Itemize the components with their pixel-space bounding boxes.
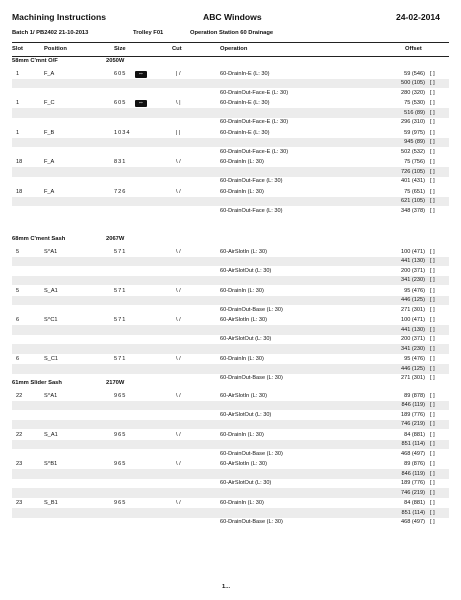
- done-checkbox[interactable]: [ ]: [430, 450, 435, 457]
- done-checkbox[interactable]: [ ]: [430, 297, 435, 304]
- offset-value: 621 (105): [401, 198, 425, 205]
- profile-size: 965: [114, 500, 127, 507]
- offset-value: 846 (119): [401, 470, 425, 477]
- operation-name: 60-DrainIn (L: 30): [220, 159, 264, 166]
- offset-value: 441 (130): [401, 326, 425, 333]
- operation-name: 60-DrainIn-E (L: 30): [220, 100, 270, 107]
- operation-name: 60-DrainOut-Base (L: 30): [220, 519, 283, 526]
- done-checkbox[interactable]: [ ]: [430, 267, 435, 274]
- offset-value: 726 (105): [401, 168, 425, 175]
- done-checkbox[interactable]: [ ]: [430, 421, 435, 428]
- slot-number: 18: [16, 188, 23, 195]
- cut-angle: | /: [176, 71, 181, 77]
- operation-name: 60-AirSlotIn (L: 30): [220, 249, 267, 255]
- done-checkbox[interactable]: [ ]: [430, 500, 435, 507]
- slot-number: 18: [16, 159, 23, 166]
- offset-value: 84 (881): [404, 431, 425, 438]
- done-checkbox[interactable]: [ ]: [430, 89, 435, 96]
- profile-size: 571: [114, 317, 127, 324]
- position-code: S^C1: [44, 317, 58, 324]
- position-code: F_A: [44, 71, 55, 77]
- column-header-slot: Slot: [12, 46, 23, 52]
- offset-value: 189 (776): [401, 411, 425, 418]
- offset-value: 280 (320): [401, 89, 425, 96]
- done-checkbox[interactable]: [ ]: [430, 306, 435, 313]
- offset-value: 100 (471): [401, 317, 425, 324]
- operation-name: 60-DrainOut-Base (L: 30): [220, 306, 283, 313]
- offset-value: 75 (530): [404, 100, 425, 107]
- offset-value: 200 (371): [401, 336, 425, 343]
- profile-size: 571: [114, 356, 127, 363]
- document-date: 24-02-2014: [396, 12, 440, 22]
- cut-angle: \ /: [176, 461, 181, 468]
- done-checkbox[interactable]: [ ]: [430, 326, 435, 333]
- column-header-position: Position: [44, 46, 67, 52]
- section-code: 2067W: [106, 236, 125, 242]
- offset-value: 746 (219): [401, 421, 425, 428]
- section-title: 68mm C'ment Sash: [12, 236, 66, 242]
- done-checkbox[interactable]: [ ]: [430, 365, 435, 372]
- header-divider-top: [12, 42, 449, 43]
- profile-size: 831: [114, 159, 127, 166]
- done-checkbox[interactable]: [ ]: [430, 178, 435, 185]
- profile-size: 571: [114, 249, 127, 255]
- done-checkbox[interactable]: [ ]: [430, 402, 435, 409]
- done-checkbox[interactable]: [ ]: [430, 109, 435, 116]
- done-checkbox[interactable]: [ ]: [430, 431, 435, 438]
- offset-value: 945 (89): [404, 139, 425, 146]
- row-shading: [12, 167, 449, 177]
- offset-value: 341 (230): [401, 345, 425, 352]
- offset-value: 189 (776): [401, 480, 425, 487]
- cut-angle: \ /: [176, 188, 181, 195]
- operation-name: 60-AirSlotOut (L: 30): [220, 411, 272, 418]
- done-checkbox[interactable]: [ ]: [430, 148, 435, 155]
- double-arrow-icon: ⇔: [135, 100, 147, 107]
- operation-name: 60-AirSlotIn (L: 30): [220, 317, 267, 324]
- done-checkbox[interactable]: [ ]: [430, 100, 435, 107]
- row-shading: [12, 420, 449, 430]
- operation-name: 60-DrainIn (L: 30): [220, 287, 264, 294]
- operation-name: 60-AirSlotOut (L: 30): [220, 336, 272, 343]
- offset-value: 516 (89): [404, 109, 425, 116]
- cut-angle: \ /: [176, 287, 181, 294]
- done-checkbox[interactable]: [ ]: [430, 393, 435, 399]
- operation-name: 60-DrainIn (L: 30): [220, 431, 264, 438]
- cut-angle: \ |: [176, 100, 181, 107]
- offset-value: 446 (125): [401, 297, 425, 304]
- batch-info: Batch 1/ PB2402 21-10-2013: [12, 30, 89, 36]
- operation-name: 60-AirSlotOut (L: 30): [220, 267, 272, 274]
- offset-value: 95 (476): [404, 356, 425, 363]
- done-checkbox[interactable]: [ ]: [430, 489, 435, 496]
- cut-angle: \ /: [176, 393, 181, 399]
- row-shading: [12, 296, 449, 306]
- offset-value: 75 (651): [404, 188, 425, 195]
- slot-number: 1: [16, 129, 20, 136]
- cut-angle: \ /: [176, 356, 181, 363]
- row-shading: [12, 440, 449, 450]
- offset-value: 341 (230): [401, 277, 425, 284]
- offset-value: 446 (125): [401, 365, 425, 372]
- row-shading: [12, 488, 449, 498]
- cut-angle: \ /: [176, 431, 181, 438]
- page-footer: 1...: [222, 584, 231, 590]
- offset-value: 271 (301): [401, 375, 425, 382]
- position-code: S^A1: [44, 249, 58, 255]
- operation-name: 60-DrainIn-E (L: 30): [220, 129, 270, 136]
- section-code: 2170W: [106, 380, 125, 386]
- profile-size: 726: [114, 188, 127, 195]
- operation-name: 60-AirSlotOut (L: 30): [220, 480, 272, 487]
- row-shading: [12, 276, 449, 286]
- offset-value: 89 (878): [404, 393, 425, 399]
- offset-value: 468 (497): [401, 450, 425, 457]
- row-shading: [12, 344, 449, 354]
- done-checkbox[interactable]: [ ]: [430, 441, 435, 448]
- offset-value: 84 (881): [404, 500, 425, 507]
- done-checkbox[interactable]: [ ]: [430, 470, 435, 477]
- position-code: S_B1: [44, 500, 58, 507]
- done-checkbox[interactable]: [ ]: [430, 139, 435, 146]
- row-shading: [12, 197, 449, 207]
- offset-value: 441 (130): [401, 258, 425, 265]
- row-shading: [12, 364, 449, 374]
- operation-name: 60-DrainOut-Face (L: 30): [220, 207, 283, 214]
- slot-number: 22: [16, 431, 23, 438]
- slot-number: 5: [16, 287, 20, 294]
- done-checkbox[interactable]: [ ]: [430, 375, 435, 382]
- done-checkbox[interactable]: [ ]: [430, 119, 435, 126]
- operation-name: 60-DrainIn (L: 30): [220, 500, 264, 507]
- section-title: 58mm C'mnt O/F: [12, 58, 58, 64]
- slot-number: 23: [16, 461, 23, 468]
- cut-angle: \ /: [176, 317, 181, 324]
- row-shading: [12, 79, 449, 89]
- done-checkbox[interactable]: [ ]: [430, 258, 435, 265]
- profile-size: 571: [114, 287, 127, 294]
- offset-value: 59 (975): [404, 129, 425, 136]
- row-shading: [12, 108, 449, 118]
- position-code: F_C: [44, 100, 55, 107]
- position-code: F_A: [44, 188, 55, 195]
- done-checkbox[interactable]: [ ]: [430, 345, 435, 352]
- operation-name: 60-DrainIn-E (L: 30): [220, 71, 270, 77]
- profile-size: 965: [114, 461, 127, 468]
- profile-size: 965: [114, 393, 127, 399]
- offset-value: 502 (532): [401, 148, 425, 155]
- cut-angle: \ /: [176, 249, 181, 255]
- offset-value: 59 (546): [404, 71, 425, 77]
- column-header-size: Size: [114, 46, 126, 52]
- slot-number: 22: [16, 393, 23, 399]
- offset-value: 75 (756): [404, 159, 425, 166]
- operation-name: 60-DrainOut-Base (L: 30): [220, 375, 283, 382]
- done-checkbox[interactable]: [ ]: [430, 159, 435, 166]
- done-checkbox[interactable]: [ ]: [430, 519, 435, 526]
- offset-value: 500 (105): [401, 80, 425, 87]
- position-code: S^B1: [44, 461, 58, 468]
- offset-value: 296 (310): [401, 119, 425, 126]
- offset-value: 100 (471): [401, 249, 425, 255]
- cut-angle: | |: [176, 129, 181, 136]
- operation-name: 60-AirSlotIn (L: 30): [220, 393, 267, 399]
- position-code: S_A1: [44, 287, 58, 294]
- operation-name: 60-DrainIn (L: 30): [220, 188, 264, 195]
- section-code: 2050W: [106, 58, 125, 64]
- slot-number: 6: [16, 317, 20, 324]
- operation-name: 60-DrainOut-Face-E (L: 30): [220, 148, 289, 155]
- offset-value: 846 (119): [401, 402, 425, 409]
- position-code: S_C1: [44, 356, 58, 363]
- offset-value: 401 (431): [401, 178, 425, 185]
- done-checkbox[interactable]: [ ]: [430, 287, 435, 294]
- done-checkbox[interactable]: [ ]: [430, 168, 435, 175]
- column-header-cut: Cut: [172, 46, 182, 52]
- offset-value: 468 (497): [401, 519, 425, 526]
- offset-value: 271 (301): [401, 306, 425, 313]
- row-shading: [12, 401, 449, 411]
- slot-number: 6: [16, 356, 20, 363]
- done-checkbox[interactable]: [ ]: [430, 198, 435, 205]
- done-checkbox[interactable]: [ ]: [430, 336, 435, 343]
- slot-number: 5: [16, 249, 20, 255]
- operation-station: Operation Station 60 Drainage: [190, 30, 274, 36]
- trolley-info: Trolley F01: [133, 30, 164, 36]
- profile-size: 965: [114, 431, 127, 438]
- operation-name: 60-DrainOut-Face-E (L: 30): [220, 119, 289, 126]
- header-divider-bottom: [12, 56, 449, 57]
- position-code: F_A: [44, 159, 55, 166]
- slot-number: 23: [16, 500, 23, 507]
- company-name: ABC Windows: [203, 12, 262, 22]
- offset-value: 95 (476): [404, 287, 425, 294]
- cut-angle: \ /: [176, 500, 181, 507]
- operation-name: 60-AirSlotIn (L: 30): [220, 461, 267, 468]
- operation-name: 60-DrainIn (L: 30): [220, 356, 264, 363]
- position-code: F_B: [44, 129, 55, 136]
- position-code: S^A1: [44, 393, 58, 399]
- slot-number: 1: [16, 71, 20, 77]
- offset-value: 851 (114): [401, 441, 425, 448]
- done-checkbox[interactable]: [ ]: [430, 188, 435, 195]
- offset-value: 200 (371): [401, 267, 425, 274]
- row-shading: [12, 257, 449, 267]
- done-checkbox[interactable]: [ ]: [430, 480, 435, 487]
- operation-name: 60-DrainOut-Face-E (L: 30): [220, 89, 289, 96]
- slot-number: 1: [16, 100, 20, 107]
- profile-size: 605: [114, 71, 127, 77]
- row-shading: [12, 325, 449, 335]
- position-code: S_A1: [44, 431, 58, 438]
- operation-name: 60-DrainOut-Base (L: 30): [220, 450, 283, 457]
- row-shading: [12, 138, 449, 148]
- offset-value: 89 (876): [404, 461, 425, 468]
- done-checkbox[interactable]: [ ]: [430, 317, 435, 324]
- offset-value: 851 (114): [401, 509, 425, 516]
- done-checkbox[interactable]: [ ]: [430, 411, 435, 418]
- done-checkbox[interactable]: [ ]: [430, 207, 435, 214]
- done-checkbox[interactable]: [ ]: [430, 80, 435, 87]
- offset-value: 348 (378): [401, 207, 425, 214]
- done-checkbox[interactable]: [ ]: [430, 71, 435, 77]
- done-checkbox[interactable]: [ ]: [430, 249, 435, 255]
- done-checkbox[interactable]: [ ]: [430, 509, 435, 516]
- column-header-offset: Offset: [405, 46, 422, 52]
- profile-size: 1034: [114, 129, 131, 136]
- offset-value: 746 (219): [401, 489, 425, 496]
- operation-name: 60-DrainOut-Face (L: 30): [220, 178, 283, 185]
- cut-angle: \ /: [176, 159, 181, 166]
- done-checkbox[interactable]: [ ]: [430, 356, 435, 363]
- done-checkbox[interactable]: [ ]: [430, 129, 435, 136]
- document-title: Machining Instructions: [12, 12, 107, 22]
- row-shading: [12, 508, 449, 518]
- double-arrow-icon: ⇔: [135, 71, 147, 78]
- section-title: 61mm Slider Sash: [12, 380, 62, 386]
- row-shading: [12, 469, 449, 479]
- done-checkbox[interactable]: [ ]: [430, 461, 435, 468]
- done-checkbox[interactable]: [ ]: [430, 277, 435, 284]
- column-header-operation: Operation: [220, 46, 248, 52]
- profile-size: 605: [114, 100, 127, 107]
